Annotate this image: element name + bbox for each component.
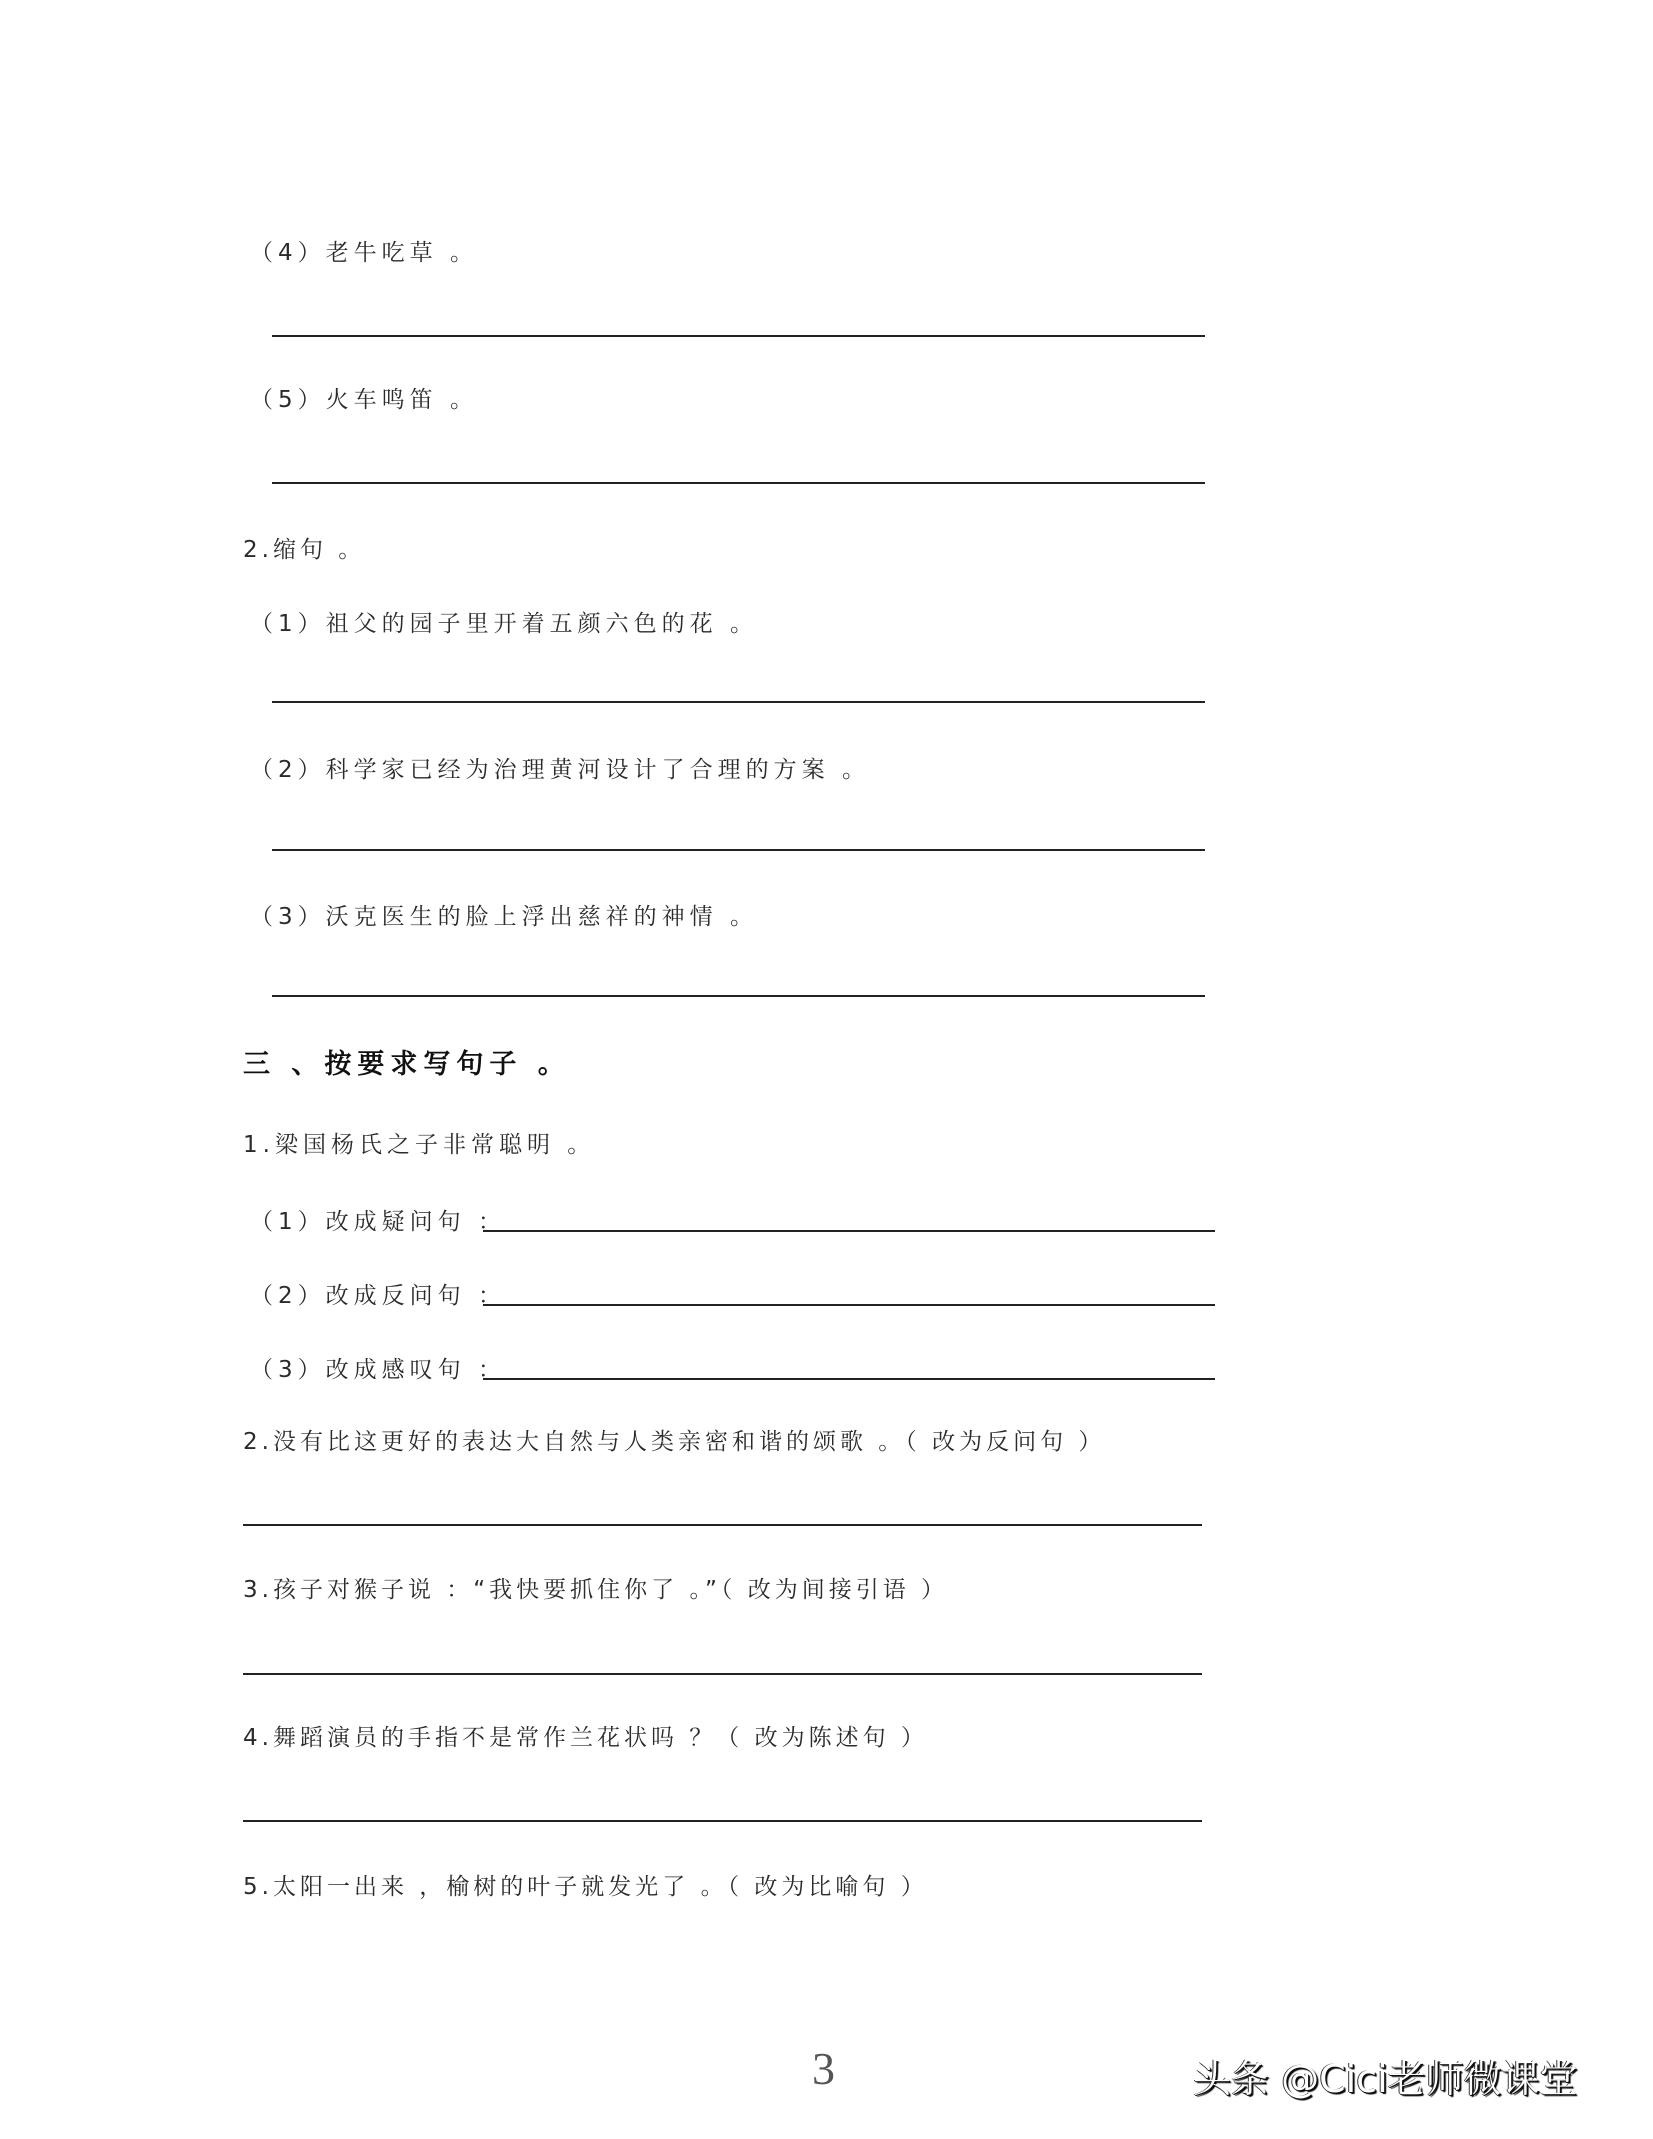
shorten-item-3: （3）沃克医生的脸上浮出慈祥的神情 。 bbox=[250, 904, 758, 930]
section-heading: 三 、按要求写句子 。 bbox=[243, 1049, 571, 1080]
answer-line[interactable] bbox=[243, 1524, 1202, 1526]
answer-line[interactable] bbox=[272, 849, 1205, 851]
rewrite-item-exclamation: （3）改成感叹句 ： bbox=[250, 1357, 506, 1383]
answer-line[interactable] bbox=[272, 482, 1205, 484]
shorten-item-1: （1）祖父的园子里开着五颜六色的花 。 bbox=[250, 611, 758, 637]
question-3-title: 3.孩子对猴子说 ：“我快要抓住你了 。”（ 改为间接引语 ） bbox=[243, 1577, 949, 1603]
question-1-title: 1.梁国杨氏之子非常聪明 。 bbox=[243, 1132, 596, 1158]
answer-line[interactable] bbox=[243, 1673, 1202, 1675]
watermark: 头条 @Cici老师微课堂 bbox=[1193, 2057, 1578, 2101]
answer-line[interactable] bbox=[483, 1230, 1215, 1232]
answer-line[interactable] bbox=[243, 1820, 1202, 1822]
rewrite-item-rhetorical: （2）改成反问句 ： bbox=[250, 1283, 506, 1309]
question-5-title: 5.太阳一出来 ，榆树的叶子就发光了 。（ 改为比喻句 ） bbox=[243, 1874, 928, 1900]
page-number: 3 bbox=[812, 2043, 835, 2094]
question-item-5: （5）火车鸣笛 。 bbox=[250, 387, 478, 413]
rewrite-item-question: （1）改成疑问句 ： bbox=[250, 1209, 506, 1235]
question-2-title: 2.没有比这更好的表达大自然与人类亲密和谐的颂歌 。（ 改为反问句 ） bbox=[243, 1429, 1106, 1455]
question-title-shorten: 2.缩句 。 bbox=[243, 537, 366, 563]
question-4-title: 4.舞蹈演员的手指不是常作兰花状吗 ？（ 改为陈述句 ） bbox=[243, 1725, 928, 1751]
answer-line[interactable] bbox=[272, 335, 1205, 337]
shorten-item-2: （2）科学家已经为治理黄河设计了合理的方案 。 bbox=[250, 757, 870, 783]
answer-line[interactable] bbox=[483, 1304, 1215, 1306]
question-item-4: （4）老牛吃草 。 bbox=[250, 240, 478, 266]
answer-line[interactable] bbox=[272, 995, 1205, 997]
answer-line[interactable] bbox=[483, 1378, 1215, 1380]
answer-line[interactable] bbox=[272, 701, 1205, 703]
